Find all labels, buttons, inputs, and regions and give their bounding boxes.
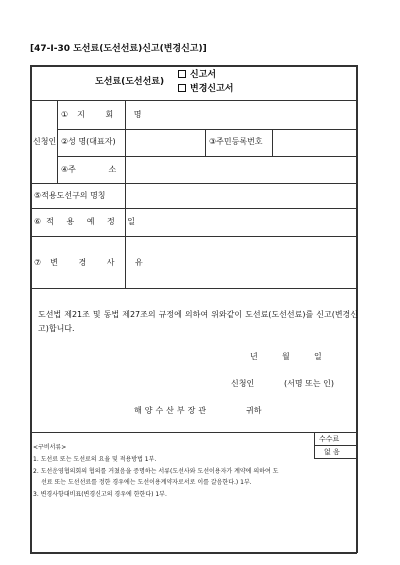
rule-below-title (30, 100, 357, 101)
fee-box-divider (314, 445, 357, 446)
rule-below-applicant (30, 183, 357, 184)
rule-row2-split-b (272, 129, 273, 156)
checkbox-report[interactable] (178, 70, 186, 78)
frame-left (30, 65, 32, 553)
rule-above-attachments (30, 432, 357, 433)
address-label (61, 165, 116, 175)
date-day: 일 (314, 352, 322, 361)
fee-label: 수수료 (319, 435, 340, 443)
attachment-item-1: 1. 도선료 또는 도선료의 요율 및 적용방법 1부. (33, 456, 157, 463)
attachment-item-2: 2. 도선운영협의회의 협의를 거쳤음을 증명하는 서류(도선사와 도선이용자가 계약에 의하여 도 (33, 468, 279, 475)
addressee-suffix: 귀하 (246, 406, 262, 415)
fee-value: 없 음 (324, 448, 340, 456)
title-option-report[interactable] (178, 70, 216, 80)
effective-date-label: ⑥적 용 예 정 일 (34, 217, 140, 226)
rule-applicant-col (57, 100, 58, 183)
form-code: [47-I-30 도선료(도선선료)신고(변경신고)] (30, 44, 207, 54)
signature-label: 신청인 (231, 379, 255, 388)
attachment-item-2-cont: 선료 또는 도선선료를 정한 경우에는 도선이용계약자로서로 이를 갈음한다.) 1부. (41, 479, 252, 486)
checkbox-change-report[interactable] (178, 84, 186, 92)
rule-below-row1 (57, 129, 357, 130)
pilotage-area-label: ⑤적용도선구의 명칭 (34, 191, 106, 200)
fee-box-bottom (314, 458, 357, 459)
frame-bottom (30, 552, 357, 554)
address-label-text: ④주 소 (61, 165, 117, 174)
rule-row2-split-a (205, 129, 206, 156)
change-reason-label: ⑦변 경 사 유 (34, 258, 152, 267)
branch-name-label: ①지 회 명 (61, 110, 151, 119)
date-month: 월 (282, 352, 290, 361)
statement-text: 도선법 제21조 및 동법 제27조의 규정에 의하여 위와같이 도선료(도선선료)를 신고(변경신고)합니다. (38, 310, 358, 333)
address-field[interactable] (127, 158, 355, 182)
attachment-item-3: 3. 변경사항대비표(변경신고의 경우에 한한다) 1부. (33, 491, 167, 498)
pilotage-area-field[interactable] (127, 185, 355, 207)
signature-placeholder[interactable]: (서명 또는 인) (284, 379, 334, 388)
title-option-change[interactable] (178, 84, 233, 94)
date-year: 년 (250, 352, 258, 361)
representative-name-field[interactable] (127, 131, 204, 155)
title-option1-label: 신고서 (190, 70, 217, 80)
resident-number-label: ③주민등록번호 (209, 137, 263, 146)
applicant-label: 신청인 (33, 137, 57, 146)
change-reason-field[interactable] (127, 238, 355, 287)
rule-below-field5 (30, 208, 357, 209)
name-label: ②성 명(대표자) (61, 137, 116, 146)
frame-top (30, 65, 357, 67)
rule-below-field6 (30, 236, 357, 237)
title-option2-label: 변경신고서 (190, 84, 234, 94)
addressee-name: 해양수산부장관 (134, 406, 210, 415)
effective-date-field[interactable] (127, 210, 355, 235)
branch-name-field[interactable] (127, 102, 355, 128)
attachments-title: <구비서류> (33, 444, 67, 451)
resident-number-field[interactable] (274, 131, 355, 155)
rule-below-field7 (30, 288, 357, 289)
rule-below-row2 (57, 156, 357, 157)
title-main: 도선료(도선선료) (95, 77, 165, 87)
